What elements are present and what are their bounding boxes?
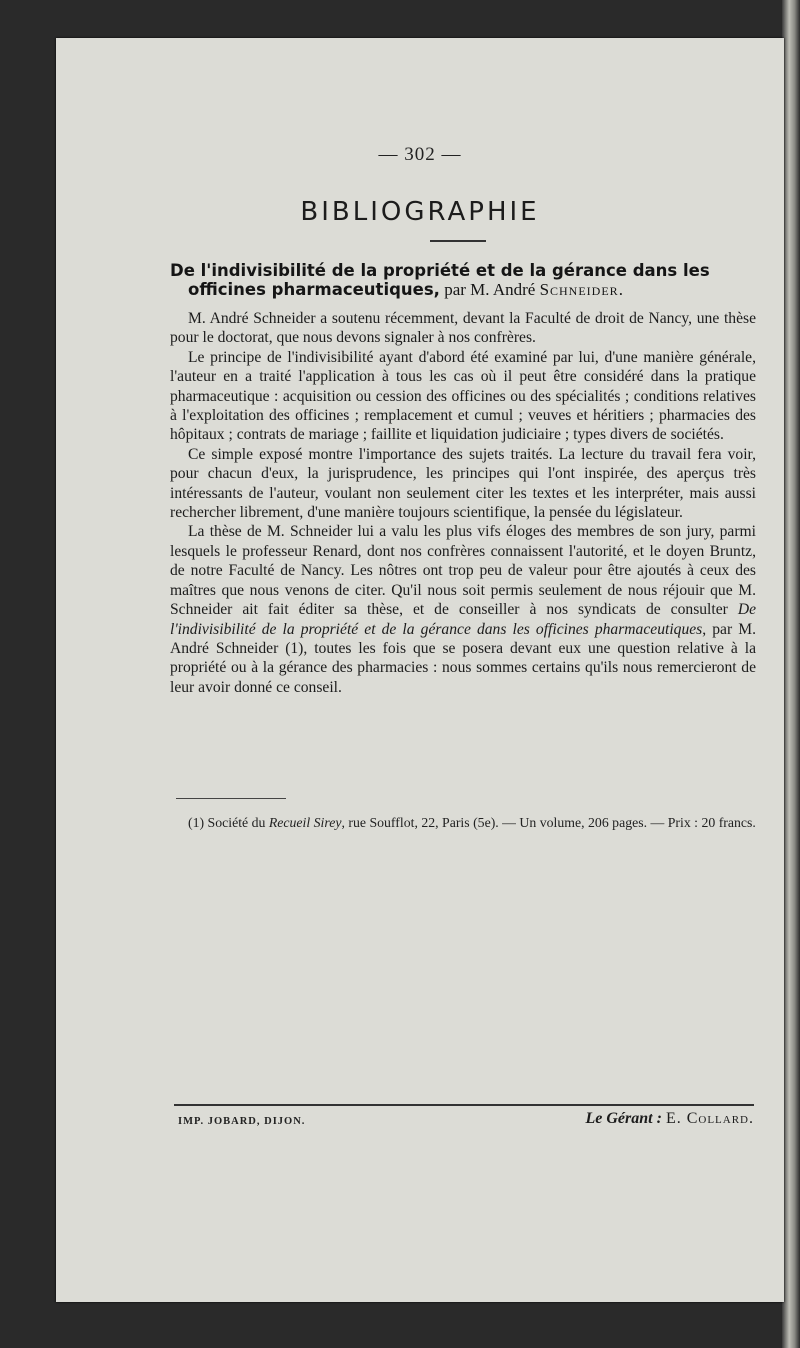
heading-period: . bbox=[618, 280, 623, 299]
article-body bbox=[170, 309, 756, 697]
footer-rule bbox=[174, 1104, 754, 1106]
paragraph-2: Le principe de l'indivisibilité ayant d'abord été examiné par lui, d'une manière générale, l'auteur en a traité l'application à tous les cas où il peut être considéré dans la pratique pharmaceutique : acquisition ou cession des officines ou des spécialités ; conditions relatives à l'exploitation des officines ; remplacement et cumul ; veuves et héritiers ; pharmacies des hôpitaux ; contrats de mariage ; faillite et liquidation judiciaire ; types divers de sociétés. bbox=[170, 348, 756, 444]
footnote-text bbox=[170, 814, 756, 832]
footnote-suffix: , rue Soufflot, 22, Paris (5e). — Un volume, 206 pages. — Prix : 20 francs. bbox=[341, 815, 756, 830]
heading-author-prefix: par M. André bbox=[439, 280, 540, 299]
page-number: — 302 — bbox=[378, 144, 462, 165]
article-heading bbox=[170, 261, 756, 299]
paragraph-4 bbox=[170, 522, 756, 697]
footnote-rule bbox=[176, 798, 286, 799]
section-title: BIBLIOGRAPHIE bbox=[300, 197, 540, 227]
heading-author-name: Schneider bbox=[539, 280, 619, 299]
cited-book-title: De l'indivisibilité de la propriété et de la gérance dans les officines pharmaceutiques bbox=[170, 601, 756, 638]
manager-label: Le Gérant : bbox=[585, 1110, 662, 1127]
title-rule bbox=[430, 240, 486, 242]
paragraph-1: M. André Schneider a soutenu récemment, devant la Faculté de droit de Nancy, une thèse pour le doctorat, que nous devons signaler à nos confrères. bbox=[170, 310, 756, 347]
printer-imprint: IMP. JOBARD, DIJON. bbox=[178, 1116, 306, 1127]
footnote-publisher: Recueil Sirey bbox=[268, 815, 342, 830]
heading-line-2 bbox=[170, 280, 756, 299]
manager-name: E. Collard. bbox=[665, 1110, 754, 1127]
heading-title-line-2: officines pharmaceutiques, bbox=[188, 280, 440, 299]
paragraph-3: Ce simple exposé montre l'importance des sujets traités. La lecture du travail fera voir, pour chacun d'eux, la jurisprudence, les principes qui l'ont inspirée, des aperçus très intéressants de l'auteur, voulant non seulement citer les textes et les interpréter, mais aussi rechercher librement, d'une manière toujours scientifique, la pensée du législateur. bbox=[170, 445, 756, 522]
paragraph-4-part-1: La thèse de M. Schneider lui a valu les plus vifs éloges des membres de son jury, parmi lesquels le professeur Renard, dont nos confrères connaissent l'autorité, et le doyen Bruntz, de notre Faculté de Nancy. Les nôtres ont trop peu de valeur pour être ajoutés à ceux des maîtres que nous venons de citer. Qu'il nous soit permis seulement de nous réjouir que M. Schneider ait fait éditer sa thèse, et de conseiller à nos syndicats de consulter bbox=[170, 523, 756, 619]
footnote bbox=[170, 814, 756, 832]
heading-title-line-1: De l'indivisibilité de la propriété et de la gérance dans les bbox=[170, 261, 710, 280]
manager-signature bbox=[520, 1110, 754, 1128]
book-edge bbox=[782, 0, 800, 1348]
paragraph-4-part-2: , par M. André Schneider (1), toutes les fois que se posera devant eux une question relative à la propriété ou à la gérance des pharmacies : nous sommes certains qu'ils nous remercieront de leur avoir donné ce conseil. bbox=[170, 620, 756, 696]
footnote-prefix: (1) Société du bbox=[188, 815, 269, 830]
